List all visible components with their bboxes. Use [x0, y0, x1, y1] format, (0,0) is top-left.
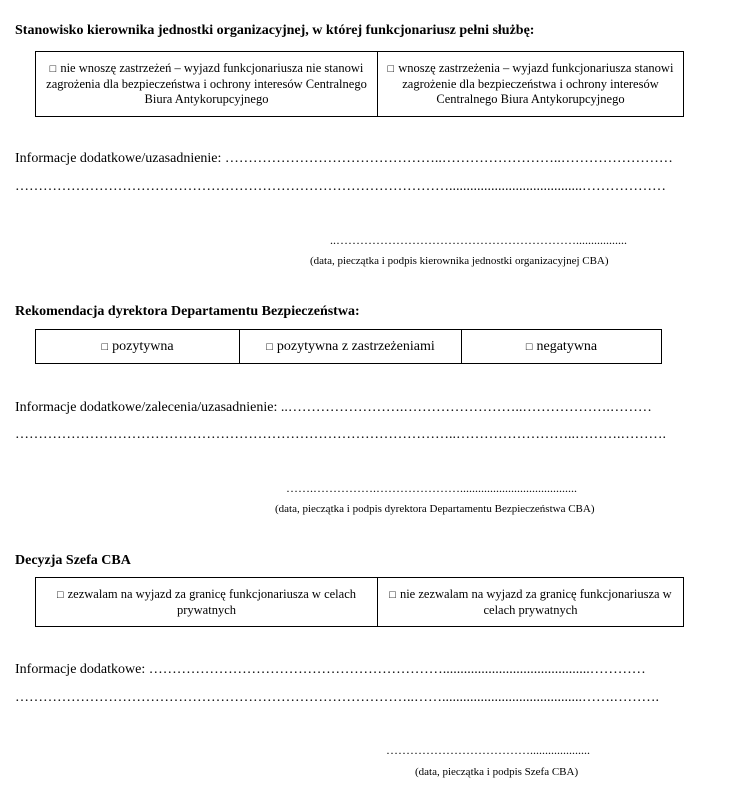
manager-opinion-options — [35, 51, 684, 117]
security-recommendation-options — [35, 329, 662, 364]
option-label: nie zezwalam na wyjazd za granicę funkcjonariusza w celach prywatnych — [399, 586, 672, 617]
option-positive[interactable] — [36, 330, 240, 364]
option-label: nie wnoszę zastrzeżeń – wyjazd funkcjonariusza nie stanowi zagrożenia dla bezpieczeństwa i ochrony interesów Centralnego Biura Antykorupcyjnego — [46, 61, 367, 106]
section-1-title: Stanowisko kierownika jednostki organizacyjnej, w której funkcjonariusz pełni służbę: — [15, 23, 535, 38]
info-line-2[interactable]: …………………………………………………………………………..……........................................…….………. — [15, 690, 659, 705]
option-positive-with-reservations[interactable] — [240, 330, 462, 364]
checkbox-icon[interactable]: □ — [387, 63, 395, 75]
info-line-2[interactable]: …………………………………………………………………………………......................................……………… — [15, 179, 666, 194]
info-line-1[interactable]: Informacje dodatkowe: ………………………………………………………..........................................………… — [15, 662, 646, 677]
option-label: negatywna — [536, 338, 598, 354]
info-line-2[interactable]: …………………………………………………………………………………..……………………..……….………. — [15, 427, 666, 442]
signature-line: ……………………………….................... — [386, 743, 590, 757]
option-label: pozytywna z zastrzeżeniami — [276, 338, 435, 354]
option-label: zezwalam na wyjazd za granicę funkcjonariusza w celach prywatnych — [67, 586, 357, 617]
signature-caption: (data, pieczątka i podpis dyrektora Departamentu Bezpieczeństwa CBA) — [275, 503, 595, 515]
info-line-1[interactable]: Informacje dodatkowe/zalecenia/uzasadnienie: ..…………………….……………………..……………….……… — [15, 400, 652, 415]
option-objections[interactable] — [378, 52, 684, 117]
signature-caption: (data, pieczątka i podpis kierownika jednostki organizacyjnej CBA) — [310, 255, 609, 267]
section-2-title: Rekomendacja dyrektora Departamentu Bezpieczeństwa: — [15, 304, 360, 319]
option-label: pozytywna — [112, 338, 174, 354]
option-no-objections[interactable] — [36, 52, 378, 117]
checkbox-icon[interactable]: □ — [101, 340, 109, 353]
checkbox-icon[interactable]: □ — [266, 340, 273, 353]
signature-line: …….…………….…………………....................................... — [286, 481, 577, 495]
info-line-1[interactable]: Informacje dodatkowe/uzasadnienie: ………………………………………..……………………..…………………… — [15, 151, 673, 166]
checkbox-icon[interactable]: □ — [56, 588, 64, 601]
checkbox-icon[interactable]: □ — [525, 340, 533, 353]
cba-chief-decision-options — [35, 577, 684, 627]
option-label: wnoszę zastrzeżenia – wyjazd funkcjonariusza stanowi zagrożenie dla bezpieczeństwa i ochrony interesów Centralnego Biura Antykorupcyjnego — [398, 61, 674, 106]
checkbox-icon[interactable]: □ — [49, 63, 57, 75]
checkbox-icon[interactable]: □ — [389, 588, 396, 601]
signature-line: ..……………………………………………………................. — [330, 233, 627, 247]
option-allow-travel[interactable] — [36, 578, 378, 627]
signature-caption: (data, pieczątka i podpis Szefa CBA) — [415, 766, 579, 778]
option-negative[interactable] — [462, 330, 662, 364]
option-deny-travel[interactable] — [378, 578, 684, 627]
section-3-title: Decyzja Szefa CBA — [15, 553, 131, 568]
